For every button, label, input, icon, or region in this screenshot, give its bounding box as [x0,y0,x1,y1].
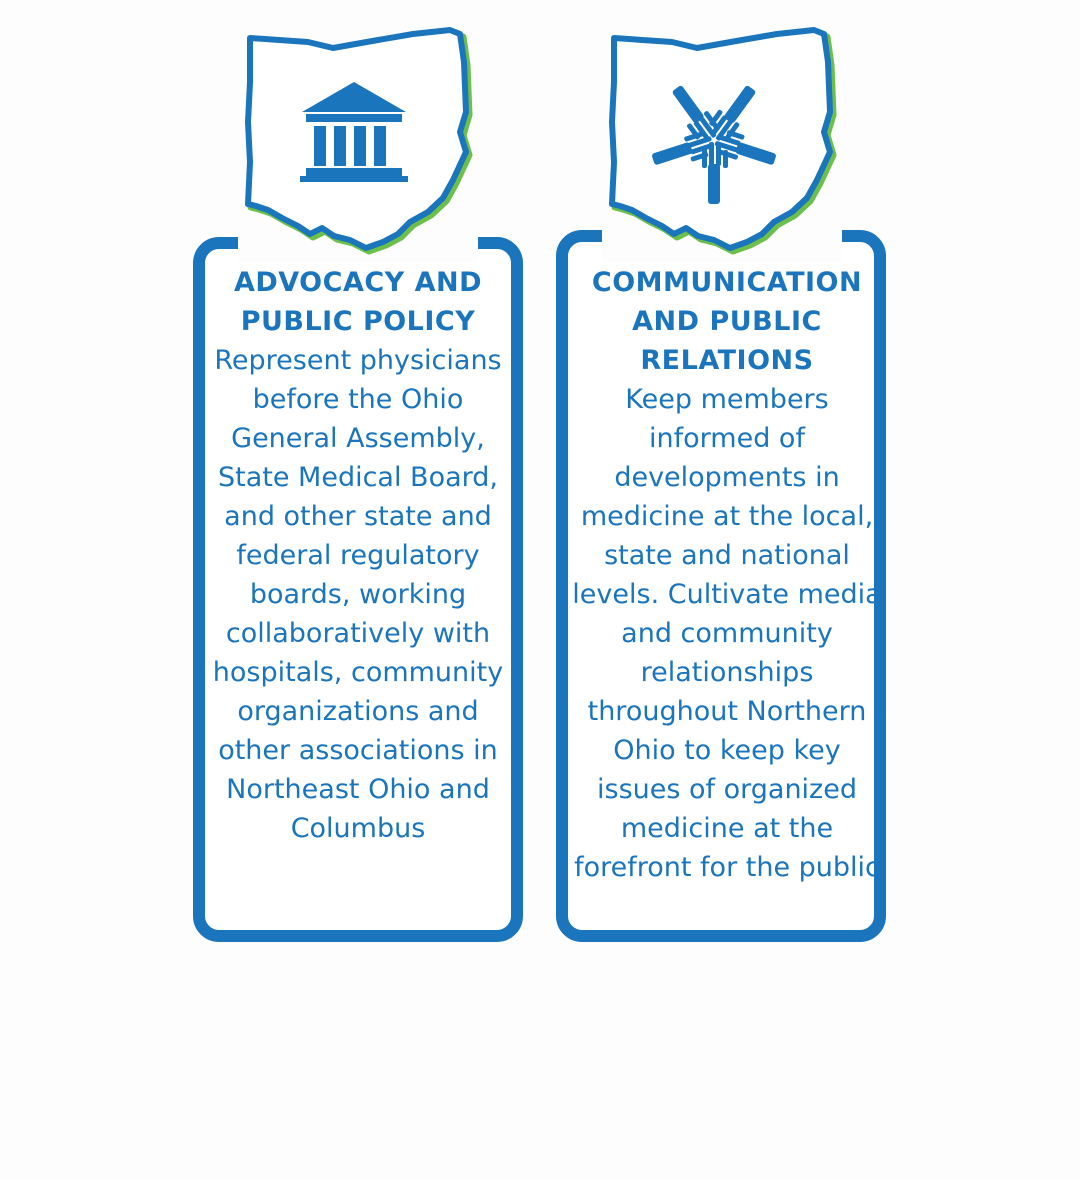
communication-heading: COMMUNICATION AND PUBLIC RELATIONS [591,267,863,376]
communication-body: Keep members informed of developments in medicine at the local, state and national levels. Cultivate media and community relationships throughout Northern Ohio to keep key issues of organized medicine at the forefront for the public [572,384,882,883]
advocacy-text [205,263,511,848]
ohio-outline-left [238,22,478,262]
ohio-outline-right [602,22,842,262]
advocacy-body: Represent physicians before the Ohio General Assembly, State Medical Board, and other state and federal regulatory boards, working collaboratively with hospitals, community organizations and other associations in Northeast Ohio and Columbus [212,345,504,844]
advocacy-heading: ADVOCACY AND PUBLIC POLICY [233,267,483,337]
communication-text [568,263,886,887]
